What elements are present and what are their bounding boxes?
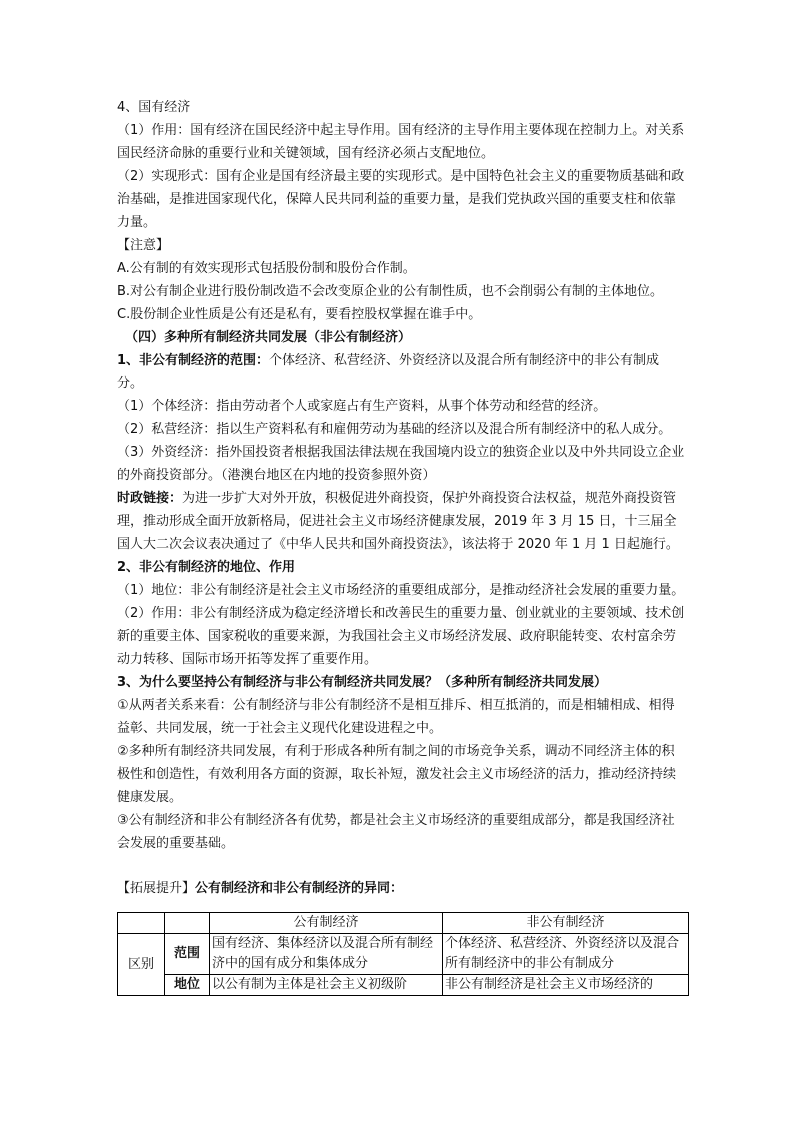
table-header-public: 公有制经济 [210,913,443,934]
section-heading: 2、非公有制经济的地位、作用 [117,560,296,575]
table-cell: 国有经济、集体经济以及混合所有制经济中的国有成分和集体成分 [210,934,443,975]
table-cell: 以公有制为主体是社会主义初级阶 [210,975,443,996]
paragraph-lead: 时政链接： [117,491,183,506]
paragraph-rest: 个体经济、私营经济、外资经济以及混合所有制经济中的非公有制成分。 [117,353,660,391]
section-heading: （四）多种所有制经济共同发展（非公有制经济） [125,330,412,345]
comparison-heading [117,877,685,900]
row-label: 地位 [165,975,210,996]
paragraph: （3）外资经济：指外国投资者根据我国法律法规在我国境内设立的独资企业以及中外共同设立企业的外商投资部分。（港澳台地区在内地的投资参照外资） [117,445,685,483]
table-header-cell [118,913,165,934]
comparison-lead: 【拓展提升】 [117,881,196,896]
paragraph: 【注意】 [117,238,170,253]
paragraph: （2）实现形式：国有企业是国有经济最主要的实现形式。是中国特色社会主义的重要物质基础和政治基础，是推进国家现代化，保障人民共同利益的重要力量，是我们党执政兴国的重要支柱和依靠力量。 [117,169,685,230]
paragraph: （2）作用：非公有制经济成为稳定经济增长和改善民生的重要力量、创业就业的主要领域、技术创新的重要主体、国家税收的重要来源，为我国社会主义市场经济发展、政府职能转变、农村富余劳动力转移、国际市场开拓等发挥了重要作用。 [117,606,685,667]
paragraph: A.公有制的有效实现形式包括股份制和股份合作制。 [117,261,416,276]
paragraph: （1）个体经济：指由劳动者个人或家庭占有生产资料，从事个体劳动和经营的经济。 [117,399,607,414]
table-row [118,975,689,996]
paragraph: （2）私营经济：指以生产资料私有和雇佣劳动为基础的经济以及混合所有制经济中的私人成分。 [117,422,672,437]
table-header-row [118,913,689,934]
document-body [117,96,685,996]
comparison-title: 公有制经济和非公有制经济的异同： [195,881,404,896]
comparison-table [117,912,689,996]
paragraph [117,487,685,556]
paragraph: ③公有制经济和非公有制经济各有优势，都是社会主义市场经济的重要组成部分，都是我国经济社会发展的重要基础。 [117,813,675,851]
paragraph-lead: 1、非公有制经济的范围： [117,353,270,368]
table-row [118,934,689,975]
table-cell: 非公有制经济是社会主义市场经济的 [443,975,689,996]
paragraph-rest: 为进一步扩大对外开放，积极促进外商投资，保护外商投资合法权益，规范外商投资管理，推动形成全面开放新格局，促进社会主义市场经济健康发展，2019 年 3 月 15 日，十三届全国人大二次会议表决通过了《中华人民共和国外商投资法》，该法将于 2020 年 1 月 1 日起施行。 [117,491,679,552]
paragraph: （1）作用：国有经济在国民经济中起主导作用。国有经济的主导作用主要体现在控制力上。对关系国民经济命脉的重要行业和关键领域，国有经济必须占支配地位。 [117,123,685,161]
section-heading: 3、为什么要坚持公有制经济与非公有制经济共同发展？（多种所有制经济共同发展） [117,675,608,690]
table-header-cell [165,913,210,934]
paragraph: 4、国有经济 [117,100,191,115]
spacer [117,855,685,877]
paragraph [117,349,685,395]
row-label: 范围 [165,934,210,975]
paragraph: ①从两者关系来看：公有制经济与非公有制经济不是相互排斥、相互抵消的，而是相辅相成、相得益彰、共同发展，统一于社会主义现代化建设进程之中。 [117,698,675,736]
paragraph: C.股份制企业性质是公有还是私有，要看控股权掌握在谁手中。 [117,307,482,322]
table-cell: 个体经济、私营经济、外资经济以及混合所有制经济中的非公有制成分 [443,934,689,975]
table-header-private: 非公有制经济 [443,913,689,934]
paragraph: ②多种所有制经济共同发展，有利于形成各种所有制之间的市场竞争关系，调动不同经济主体的积极性和创造性，有效利用各方面的资源，取长补短，激发社会主义市场经济的活力，推动经济持续健康发展。 [117,744,677,805]
paragraph: B.对公有制企业进行股份制改造不会改变原企业的公有制性质，也不会削弱公有制的主体地位。 [117,284,664,299]
paragraph: （1）地位：非公有制经济是社会主义市场经济的重要组成部分，是推动经济社会发展的重要力量。 [117,583,685,598]
row-group-label: 区别 [118,934,165,996]
